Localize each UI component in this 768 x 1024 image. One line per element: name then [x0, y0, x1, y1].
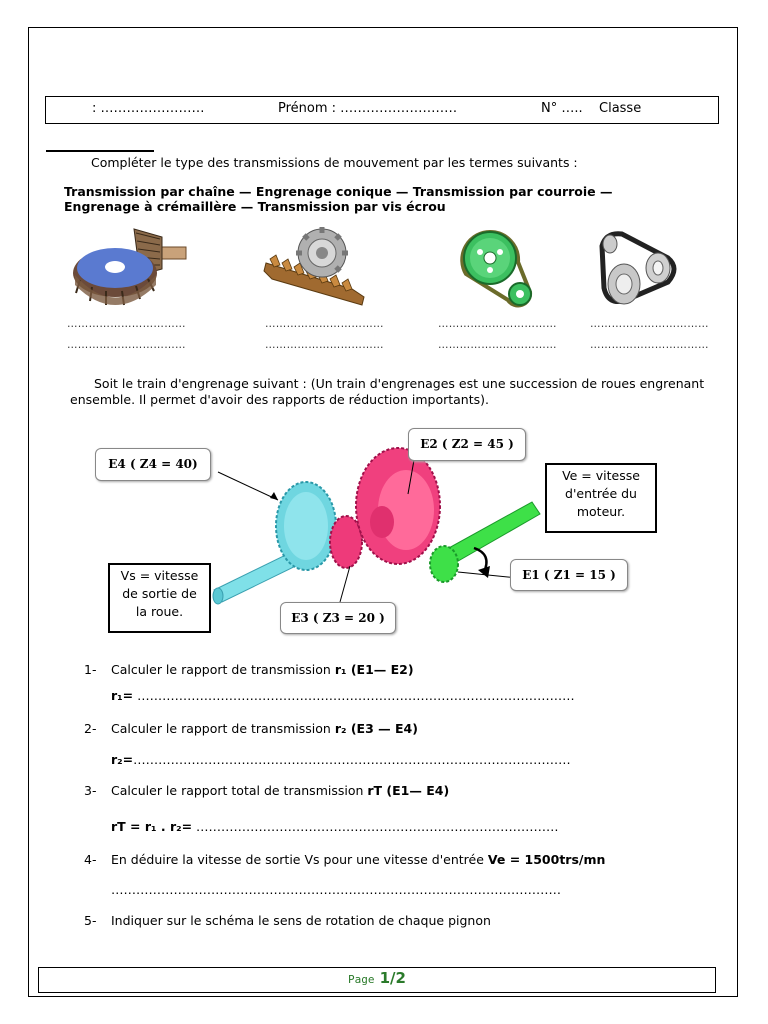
question-1: 1- Calculer le rapport de transmission r₁ (E1— E2): [84, 662, 414, 677]
answer-line-3a[interactable]: ……………………………: [438, 318, 557, 330]
chain-transmission-image: [460, 228, 540, 312]
belt-transmission-image: [596, 228, 680, 310]
question-2: 2- Calculer le rapport de transmission r₂ (E3 — E4): [84, 721, 418, 736]
answer-line-2a[interactable]: ……………………………: [265, 318, 384, 330]
student-info-box: [45, 96, 719, 124]
page-number: 1/2: [379, 969, 406, 987]
nom-field[interactable]: : ……………………: [92, 101, 205, 116]
answer-3[interactable]: rT = r₁ . r₂= ……………………………………………………………………………: [111, 819, 559, 834]
terms-list: [64, 184, 613, 214]
vs-note: [108, 563, 211, 633]
vs-line1: Vs = vitesse: [120, 568, 199, 583]
ve-line2: d'entrée du: [565, 486, 637, 501]
section-rule: [46, 150, 154, 152]
label-e4: E4 ( Z4 = 40): [95, 448, 211, 481]
vs-line2: de sortie de: [122, 586, 197, 601]
answer-line-1a[interactable]: ……………………………: [67, 318, 186, 330]
page-footer: [38, 967, 716, 993]
question-5: 5- Indiquer sur le schéma le sens de rotation de chaque pignon: [84, 913, 491, 928]
label-e1: E1 ( Z1 = 15 ): [510, 559, 628, 591]
label-e2: E2 ( Z2 = 45 ): [408, 428, 526, 461]
numero-field[interactable]: N° …..: [541, 101, 583, 116]
answer-2[interactable]: r₂=……………………………………………………………………………………………: [111, 752, 571, 767]
answer-line-4a[interactable]: ……………………………: [590, 318, 709, 330]
terms-line-1: Transmission par chaîne — Engrenage conique — Transmission par courroie —: [64, 184, 613, 199]
answer-line-1b[interactable]: ……………………………: [67, 339, 186, 351]
classe-field[interactable]: Classe: [599, 101, 642, 116]
exercise2-intro-line2: ensemble. Il permet d'avoir des rapports de réduction importants).: [70, 392, 489, 407]
exercise2-intro-line1: Soit le train d'engrenage suivant : (Un train d'engrenages est une succession de roues engrenant: [94, 376, 705, 391]
question-3: 3- Calculer le rapport total de transmission rT (E1— E4): [84, 783, 450, 798]
prenom-field[interactable]: Prénom : ………………………: [278, 101, 458, 116]
ve-line1: Ve = vitesse: [562, 468, 640, 483]
label-e3: E3 ( Z3 = 20 ): [280, 602, 396, 634]
bevel-gear-image: [70, 225, 190, 310]
answer-line-4b[interactable]: ……………………………: [590, 339, 709, 351]
answer-line-3b[interactable]: ……………………………: [438, 339, 557, 351]
ve-line3: moteur.: [576, 504, 626, 519]
rack-and-pinion-image: [262, 225, 372, 310]
answer-line-2b[interactable]: ……………………………: [265, 339, 384, 351]
answer-1[interactable]: r₁= ……………………………………………………………………………………………: [111, 688, 575, 703]
exercise1-instruction: Compléter le type des transmissions de mouvement par les termes suivants :: [91, 155, 578, 170]
question-4: 4- En déduire la vitesse de sortie Vs pour une vitesse d'entrée Ve = 1500trs/mn: [84, 852, 606, 867]
ve-note: [545, 463, 657, 533]
page-word: Page: [348, 973, 375, 986]
terms-line-2: Engrenage à crémaillère — Transmission par vis écrou: [64, 199, 446, 214]
vs-line3: la roue.: [135, 604, 184, 619]
answer-4[interactable]: ………………………………………………………………………………………………: [111, 882, 561, 897]
